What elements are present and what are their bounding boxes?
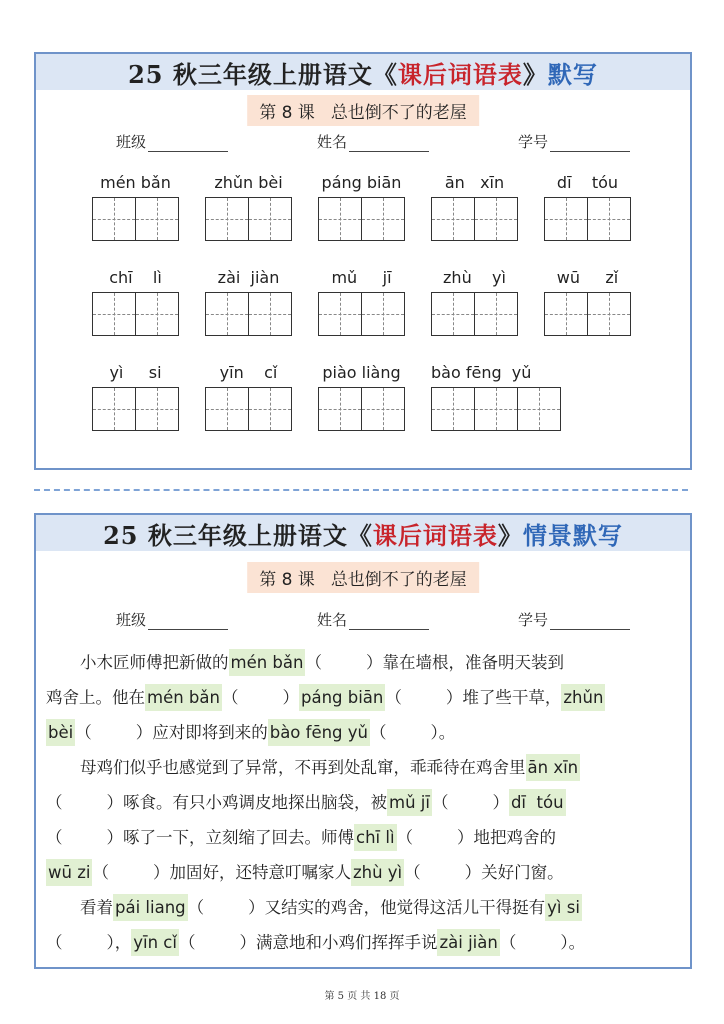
context-dictation-card <box>34 513 692 969</box>
writing-grid[interactable] <box>544 197 631 241</box>
pinyin-highlight: páng biān <box>299 684 385 711</box>
text-span: mǔ jī <box>331 268 392 287</box>
writing-grid[interactable] <box>205 387 292 431</box>
word-item <box>544 172 631 241</box>
text-span: ）。 <box>560 933 586 952</box>
text-span: 课后词语表 <box>372 520 498 550</box>
writing-cell[interactable] <box>92 197 136 241</box>
writing-cell[interactable] <box>248 292 292 336</box>
text-span: ）堆了些干草， <box>445 688 562 707</box>
writing-cell[interactable] <box>361 197 405 241</box>
text-span: piào liàng <box>322 363 401 382</box>
student-number-field[interactable] <box>518 609 630 630</box>
class-blank[interactable] <box>148 136 228 152</box>
pinyin-highlight: zài jiàn <box>437 929 499 956</box>
word-item <box>318 172 405 241</box>
text-span: （ <box>431 793 449 812</box>
name-blank[interactable] <box>349 136 429 152</box>
text-span: （ <box>46 828 63 847</box>
writing-cell[interactable] <box>474 292 518 336</box>
student-info-row <box>36 609 690 630</box>
class-blank[interactable] <box>148 614 228 630</box>
text-span: ）满意地和小鸡们挥挥手说 <box>239 933 438 952</box>
text-span: 第 8 课 <box>259 570 315 590</box>
text-span: bào fēng yǔ <box>431 363 532 382</box>
passage-line <box>46 925 684 960</box>
passage-line <box>46 890 684 925</box>
student-info-row <box>36 131 690 152</box>
text-span: 总也倒不了的老屋 <box>330 570 467 590</box>
text-span: 看着 <box>80 898 113 917</box>
text-span: （ <box>46 933 63 952</box>
passage-line <box>46 820 684 855</box>
writing-cell[interactable] <box>135 292 179 336</box>
word-item <box>431 362 561 431</box>
text-span: 》 <box>497 520 523 550</box>
pinyin-highlight: chī lì <box>354 824 397 851</box>
writing-cell[interactable] <box>248 197 292 241</box>
writing-cell[interactable] <box>205 197 249 241</box>
card-title <box>36 54 690 90</box>
writing-cell[interactable] <box>135 387 179 431</box>
text-span: ）地把鸡舍的 <box>457 828 557 847</box>
student-number-blank[interactable] <box>550 136 630 152</box>
text-span: ）啄食。有只小鸡调皮地探出脑袋，被 <box>106 793 387 812</box>
dictation-card <box>34 52 692 470</box>
text-span: mén bǎn <box>100 173 171 192</box>
word-item <box>544 267 631 336</box>
text-span: 》 <box>522 59 548 89</box>
word-item <box>92 267 179 336</box>
passage-line <box>46 680 684 715</box>
text-span: ）靠在墙根，准备明天装到 <box>365 653 564 672</box>
text-span: （ <box>46 793 63 812</box>
lesson-subtitle <box>247 95 479 126</box>
text-span: 姓名 <box>316 611 347 629</box>
lesson-subtitle <box>247 562 479 593</box>
writing-grid[interactable] <box>431 197 518 241</box>
writing-grid[interactable] <box>431 387 561 431</box>
passage-line <box>46 715 684 750</box>
writing-grid[interactable] <box>318 292 405 336</box>
text-span: （ <box>178 933 196 952</box>
writing-cell[interactable] <box>587 292 631 336</box>
text-span: （ <box>221 688 239 707</box>
pinyin-highlight: mén bǎn <box>229 649 306 676</box>
text-span: wū zǐ <box>556 268 619 287</box>
writing-cell[interactable] <box>587 197 631 241</box>
writing-cell[interactable] <box>248 387 292 431</box>
text-span: yì si <box>109 363 162 382</box>
pinyin-highlight: mén bǎn <box>145 684 222 711</box>
writing-grid[interactable] <box>318 197 405 241</box>
writing-cell[interactable] <box>205 387 249 431</box>
pinyin-highlight: zhǔn <box>561 684 605 711</box>
pinyin-highlight: bèi <box>46 719 75 746</box>
name-blank[interactable] <box>349 614 429 630</box>
class-field[interactable] <box>116 131 228 152</box>
writing-cell[interactable] <box>517 387 561 431</box>
word-item <box>318 362 405 431</box>
writing-cell[interactable] <box>431 387 475 431</box>
writing-grid[interactable] <box>544 292 631 336</box>
writing-grid[interactable] <box>92 292 179 336</box>
text-span: ）， <box>106 933 132 952</box>
page-number: 第 5 页 共 18 页 <box>324 991 400 1002</box>
text-span: 总也倒不了的老屋 <box>330 103 467 123</box>
text-span: ）。 <box>430 723 456 742</box>
word-item <box>431 267 518 336</box>
writing-cell[interactable] <box>361 387 405 431</box>
class-field[interactable] <box>116 609 228 630</box>
card-title <box>36 515 690 551</box>
text-span: （ <box>305 653 322 672</box>
passage-line <box>46 750 684 785</box>
text-span: ） <box>492 793 509 812</box>
writing-cell[interactable] <box>474 197 518 241</box>
text-span: 默写 <box>547 59 598 89</box>
pinyin-highlight: wū zi <box>46 859 92 886</box>
text-span: 鸡舍上。他在 <box>46 688 145 707</box>
text-span: ）加固好，还特意叮嘱家人 <box>152 863 351 882</box>
text-span: 第 8 课 <box>259 103 315 123</box>
writing-cell[interactable] <box>92 292 136 336</box>
writing-grid[interactable] <box>205 292 292 336</box>
text-span: （ <box>187 898 205 917</box>
pinyin-highlight: yīn cǐ <box>131 929 179 956</box>
text-span: （ <box>370 723 387 742</box>
word-item <box>205 172 292 241</box>
cut-divider <box>34 489 688 491</box>
text-span: （ <box>396 828 414 847</box>
text-span: ）应对即将到来的 <box>135 723 268 742</box>
writing-cell[interactable] <box>361 292 405 336</box>
word-item <box>205 267 292 336</box>
writing-cell[interactable] <box>135 197 179 241</box>
writing-cell[interactable] <box>544 292 588 336</box>
student-number-blank[interactable] <box>550 614 630 630</box>
name-field[interactable] <box>317 609 429 630</box>
writing-grid[interactable] <box>318 387 405 431</box>
writing-grid[interactable] <box>92 387 179 431</box>
word-item <box>431 172 518 241</box>
text-span: （ <box>92 863 109 882</box>
writing-grid[interactable] <box>92 197 179 241</box>
text-span: 小木匠师傅把新做的 <box>80 653 229 672</box>
text-span: 母鸡们似乎也感觉到了异常，不再到处乱窜，乖乖待在鸡舍里 <box>80 758 526 777</box>
student-number-field[interactable] <box>518 131 630 152</box>
story-passage <box>46 645 684 960</box>
text-span: 学号 <box>517 611 548 629</box>
pinyin-highlight: pái liang <box>113 894 188 921</box>
text-span: zài jiàn <box>217 268 280 287</box>
passage-line <box>46 855 684 890</box>
text-span: （ <box>75 723 92 742</box>
text-span: ）又结实的鸡舍，他觉得这活儿干得挺有 <box>248 898 546 917</box>
text-span: ）啄了一下，立刻缩了回去。师傅 <box>106 828 354 847</box>
text-span: zhù yì <box>443 268 506 287</box>
text-span: 课后词语表 <box>397 59 523 89</box>
text-span: 25 秋三年级上册语文《 <box>128 59 398 89</box>
passage-line <box>46 785 684 820</box>
writing-cell[interactable] <box>431 197 475 241</box>
text-span: zhǔn bèi <box>214 173 283 192</box>
text-span: yīn cǐ <box>219 363 278 382</box>
text-span: 25 秋三年级上册语文《 <box>103 520 373 550</box>
text-span: 情景默写 <box>522 520 623 550</box>
writing-cell[interactable] <box>431 292 475 336</box>
pinyin-highlight: yì si <box>545 894 582 921</box>
pinyin-highlight: zhù yì <box>351 859 404 886</box>
writing-cell[interactable] <box>544 197 588 241</box>
text-span: （ <box>499 933 517 952</box>
writing-grid[interactable] <box>431 292 518 336</box>
text-span: dī tóu <box>556 173 619 192</box>
text-span: páng biān <box>321 173 402 192</box>
text-span: （ <box>385 688 402 707</box>
writing-grid[interactable] <box>205 197 292 241</box>
pinyin-highlight: mǔ jī <box>387 789 432 816</box>
word-item <box>205 362 292 431</box>
text-span: 姓名 <box>316 133 347 151</box>
text-span: ）关好门窗。 <box>464 863 564 882</box>
writing-cell[interactable] <box>318 197 362 241</box>
writing-cell[interactable] <box>318 387 362 431</box>
word-item <box>92 172 179 241</box>
writing-cell[interactable] <box>92 387 136 431</box>
writing-cell[interactable] <box>474 387 518 431</box>
pinyin-highlight: dī tóu <box>509 789 566 816</box>
word-item <box>92 362 179 431</box>
text-span: 学号 <box>517 133 548 151</box>
word-item <box>318 267 405 336</box>
text-span: （ <box>404 863 421 882</box>
name-field[interactable] <box>317 131 429 152</box>
text-span: 班级 <box>116 611 147 629</box>
text-span: 班级 <box>116 133 147 151</box>
text-span: ān xīn <box>444 173 505 192</box>
writing-cell[interactable] <box>205 292 249 336</box>
pinyin-highlight: ān xīn <box>526 754 581 781</box>
writing-cell[interactable] <box>318 292 362 336</box>
text-span: chī lì <box>109 268 162 287</box>
passage-line <box>46 645 684 680</box>
text-span: ） <box>282 688 299 707</box>
pinyin-highlight: bào fēng yǔ <box>268 719 370 746</box>
